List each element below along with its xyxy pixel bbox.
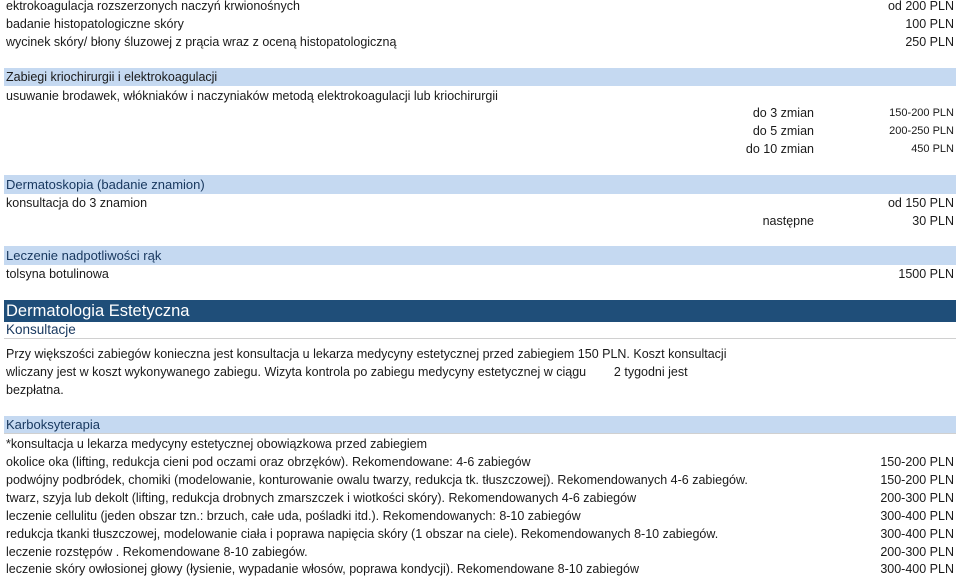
tier-price: 450 PLN [911,143,954,155]
service-price: 100 PLN [905,17,954,31]
price-row [4,489,956,507]
tier-label: następne [762,214,814,228]
section-title: Karboksyterapia [6,417,100,432]
service-label: wycinek skóry/ błony śluzowej z prącia wraz z oceną histopatologiczną [6,35,397,49]
service-price: 30 PLN [912,214,954,228]
price-row [4,543,956,561]
tier-price: 150-200 PLN [889,107,954,119]
paragraph-line: wliczany jest w koszt wykonywanego zabiegu. Wizyta kontrola po zabiegu medycyny estetycznej w ciągu 2 tygodni jest [6,365,688,379]
section-header-band [4,416,956,434]
section-description: usuwanie brodawek, włókniaków i naczyniaków metodą elektrokoagulacji lub kriochirurgii [6,89,498,103]
section-subtitle: Konsultacje [6,322,76,337]
service-label: leczenie skóry owłosionej głowy (łysienie, wypadanie włosów, poprawa kondycji). Rekomendowane 8-10 zabiegów [6,562,639,576]
tier-row [4,104,956,122]
section-title: Zabiegi kriochirurgii i elektrokoagulacji [6,70,218,84]
paragraph-line: bezpłatna. [6,383,64,397]
section-header [4,247,956,265]
service-price: od 150 PLN [887,196,954,210]
section-desc [4,87,956,105]
price-row [4,194,956,212]
service-price: 200-300 PLN [880,545,954,559]
tier-price: 200-250 PLN [889,125,954,137]
price-row [4,212,956,230]
tier-label: do 5 zmian [752,124,814,138]
service-price: 300-400 PLN [880,562,954,576]
consultation-paragraph [6,345,727,399]
price-row [4,0,956,15]
service-label: leczenie rozstępów . Rekomendowane 8-10 zabiegów. [6,545,308,559]
service-price: 1500 PLN [898,267,954,281]
paragraph-line: Przy większości zabiegów konieczna jest konsultacja u lekarza medycyny estetycznej przed zabiegiem 150 PLN. Koszt konsultacji [6,347,727,361]
service-price: 250 PLN [905,35,954,49]
section-title: Leczenie nadpotliwości rąk [6,248,162,263]
price-row [4,525,956,543]
service-label: badanie histopatologiczne skóry [6,17,184,31]
price-row [4,265,956,283]
section-header [4,176,956,194]
service-label: leczenie cellulitu (jeden obszar tzn.: brzuch, całe uda, pośladki itd.). Rekomendowanych: 8-10 zabiegów [6,509,581,523]
divider [4,433,956,434]
service-price: 150-200 PLN [880,473,954,487]
tier-row [4,140,956,158]
service-label: ektrokoagulacja rozszerzonych naczyń krwionośnych [6,0,300,13]
note-row [4,435,956,453]
section-header [4,68,956,86]
price-row [4,507,956,525]
service-label: okolice oka (lifting, redukcja cieni pod oczami oraz obrzęków). Rekomendowane: 4-6 zabiegów [6,455,531,469]
price-row [4,560,956,577]
service-price: 300-400 PLN [880,527,954,541]
service-label: podwójny podbródek, chomiki (modelowanie, konturowanie owalu twarzy, redukcja tk. tłuszczowej). Rekomendowanych 4-6 zabiegów. [6,473,748,487]
service-label: redukcja tkanki tłuszczowej, modelowanie ciała i poprawa napięcia skóry (1 obszar na ciele). Rekomendowanych 8-10 zabiegów. [6,527,719,541]
section-title: Dermatoskopia (badanie znamion) [6,177,205,192]
tier-label: do 10 zmian [745,142,814,156]
service-price: od 200 PLN [887,0,954,13]
service-label: tolsyna botulinowa [6,267,109,281]
service-label: konsultacja do 3 znamion [6,196,148,210]
note-text: *konsultacja u lekarza medycyny estetycznej obowiązkowa przed zabiegiem [6,437,428,451]
price-row [4,15,956,33]
price-row [4,33,956,51]
service-price: 200-300 PLN [880,491,954,505]
tier-row [4,122,956,140]
price-row [4,471,956,489]
divider [4,338,956,339]
tier-label: do 3 zmian [752,106,814,120]
price-row [4,453,956,471]
service-price: 300-400 PLN [880,509,954,523]
section-title: Dermatologia Estetyczna [6,302,190,320]
service-label: twarz, szyja lub dekolt (lifting, redukcja drobnych zmarszczek i wiotkości skóry). Rekomendowanych 4-6 zabiegów [6,491,637,505]
service-price: 150-200 PLN [880,455,954,469]
